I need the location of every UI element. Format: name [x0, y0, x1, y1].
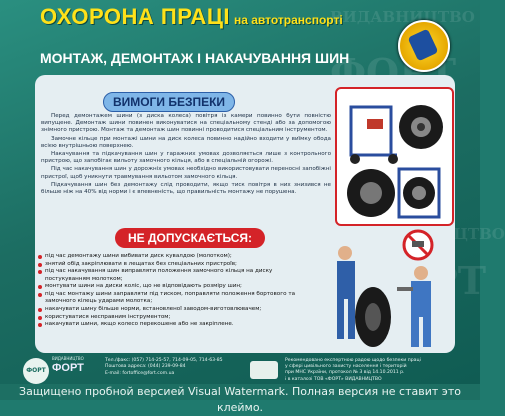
- poster-subtitle: МОНТАЖ, ДЕМОНТАЖ І НАКАЧУВАННЯ ШИН: [40, 50, 350, 66]
- approval-line: у сфері цивільного захисту населення і територій: [285, 364, 407, 370]
- approval-line: і в каталозі ТОВ «ФОРТ» ВИДАВНИЦТВО: [285, 376, 382, 382]
- prohibited-item: накачувати шину більше норми, встановленої заводом-виготовлювачем;: [37, 306, 305, 313]
- prohibited-item: користуватися несправним інструментом;: [37, 314, 305, 321]
- safety-requirements-heading: ВИМОГИ БЕЗПЕКИ: [103, 92, 235, 112]
- watermark-text-top: ВИДАВНИЦТВО: [330, 8, 475, 26]
- safety-paragraphs: [41, 113, 331, 223]
- safety-paragraph: Підкачування шин без демонтажу слід проводити, якщо тиск повітря в них знизився не більше ніж на 40% від норми і є впевненість, що правильність монтажу не порушена.: [41, 181, 331, 196]
- approval-info: [285, 358, 465, 383]
- prohibited-item: під час монтажу шини заправляти під тиском, поправляти положення бортового та замочного кілець ударами молотка;: [37, 291, 305, 305]
- prohibited-sign-icon: [404, 231, 432, 259]
- prohibited-item: під час демонтажу шини вибивати диск кувалдою (молотком);: [37, 253, 305, 260]
- center-emblem-icon: [250, 361, 278, 379]
- visual-watermark-banner: Защищено пробной версией Visual Watermark. Полная версия не ставит это клеймо.: [0, 384, 480, 400]
- tire-stand-icon: [350, 107, 398, 164]
- safety-paragraph: Під час накачування шин у дорожніх умовах необхідно використовувати переносні запобіжні пристрої, щоб уникнути травмування вильотом замочного кільця.: [41, 166, 331, 180]
- prohibited-heading: НЕ ДОПУСКАЄТЬСЯ:: [115, 228, 265, 248]
- publisher-name: ФОРТ: [52, 362, 84, 374]
- prohibited-item: монтувати шини на диски коліс, що не відповідають розміру шин;: [37, 283, 305, 290]
- watermark-fort-top: ФОРТ: [330, 50, 457, 95]
- safety-paragraph: Перед демонтажем шини (з диска колеса) повітря із камери повинно бути повністю випущене. Демонтаж шини повинен виконуватися на спеціальному стенді або за допомогою знімного пристрою. Монтаж та демонтаж шин повинні проводитися спеціальним інструментом.: [41, 113, 331, 134]
- tire-cage-icon: [347, 169, 439, 217]
- footer: [0, 356, 480, 384]
- poster-title: [40, 4, 343, 30]
- content-panel: [35, 75, 455, 353]
- tire-icon: [399, 105, 443, 149]
- poster-title-suffix: на автотранспорті: [234, 13, 343, 27]
- contact-line: Поштова адреса: (044) 239-09-84: [105, 364, 186, 370]
- fort-logo-icon: ФОРТ: [23, 358, 49, 384]
- prohibited-item: знятий обід закріплювати в лещатах без спеціальних пристроїв;: [37, 261, 305, 268]
- poster-title-main: ОХОРОНА ПРАЦІ: [40, 4, 230, 29]
- publisher-caption: ВИДАВНИЦТВО: [52, 356, 84, 361]
- prohibited-list: [37, 253, 305, 351]
- warning-logo-icon: [398, 20, 450, 72]
- approval-line: Рекомендовано експертною радою щодо безпеки праці: [285, 358, 421, 363]
- contact-line: Тел./факс: (057) 714-25-57, 714-09-05, 714-63-85: [105, 358, 223, 363]
- prohibited-item: накачувати шини, якщо колесо перекошене або не закріплене.: [37, 321, 305, 328]
- tire-equipment-illustration: [335, 87, 454, 226]
- tire-on-ground-icon: [355, 287, 391, 347]
- safety-paragraph: Замочне кільце при монтажі шини на диск колеса повинно надійно входити у виїмку обода всією внутрішньою поверхнею.: [41, 135, 331, 149]
- safety-paragraph: Накачування та підкачування шин у гаражних умовах дозволяється лише з контрольного пристрою, що запобігає вильоту замочного кільця, або в спеціальній огорожі.: [41, 151, 331, 165]
- workers-illustration: [323, 225, 455, 353]
- contact-line: E-mail: fortoffice@fort.com.ua: [105, 370, 175, 376]
- contact-info: [105, 358, 255, 377]
- worker-left-icon: [337, 246, 355, 339]
- worker-right-icon: [397, 266, 431, 347]
- approval-line: при МНС України, протокол № 3 від 14.10.2011 р.: [285, 370, 405, 376]
- prohibited-item: під час накачування шин виправляти положення замочного кільця на диску постукуванням молотком;: [37, 268, 305, 282]
